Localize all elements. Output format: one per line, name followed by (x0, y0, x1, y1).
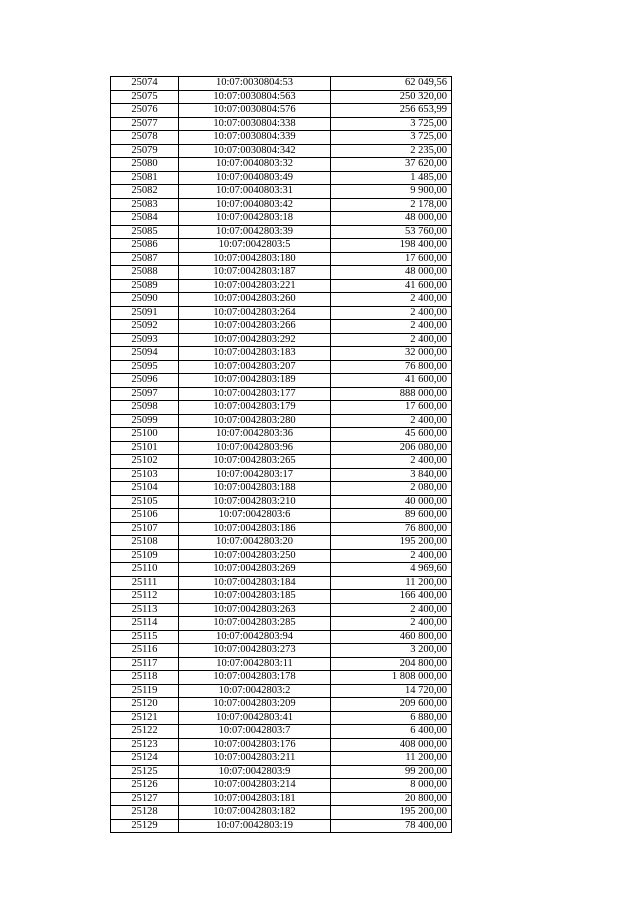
table-row (111, 279, 452, 293)
row-number-cell: 25113 (111, 603, 179, 617)
table-row (111, 819, 452, 833)
amount-cell: 3 840,00 (331, 468, 452, 482)
amount-cell: 20 800,00 (331, 792, 452, 806)
cadastral-number-cell: 10:07:0042803:182 (179, 806, 331, 820)
table-row (111, 738, 452, 752)
cadastral-number-cell: 10:07:0042803:41 (179, 711, 331, 725)
amount-cell: 6 880,00 (331, 711, 452, 725)
amount-cell: 2 400,00 (331, 306, 452, 320)
amount-cell: 198 400,00 (331, 239, 452, 253)
amount-cell: 204 800,00 (331, 657, 452, 671)
table-row (111, 144, 452, 158)
table-row (111, 333, 452, 347)
amount-cell: 2 400,00 (331, 549, 452, 563)
registry-table (110, 76, 452, 833)
cadastral-number-cell: 10:07:0042803:221 (179, 279, 331, 293)
table-row (111, 657, 452, 671)
table-row (111, 576, 452, 590)
table-row (111, 360, 452, 374)
row-number-cell: 25123 (111, 738, 179, 752)
cadastral-number-cell: 10:07:0042803:189 (179, 374, 331, 388)
table-row (111, 455, 452, 469)
table-row (111, 171, 452, 185)
row-number-cell: 25120 (111, 698, 179, 712)
cadastral-number-cell: 10:07:0042803:260 (179, 293, 331, 307)
amount-cell: 3 725,00 (331, 117, 452, 131)
table-row (111, 266, 452, 280)
row-number-cell: 25096 (111, 374, 179, 388)
table-row (111, 590, 452, 604)
amount-cell: 99 200,00 (331, 765, 452, 779)
table-row (111, 428, 452, 442)
row-number-cell: 25129 (111, 819, 179, 833)
row-number-cell: 25115 (111, 630, 179, 644)
row-number-cell: 25094 (111, 347, 179, 361)
cadastral-number-cell: 10:07:0042803:20 (179, 536, 331, 550)
row-number-cell: 25087 (111, 252, 179, 266)
table-row (111, 617, 452, 631)
table-row (111, 468, 452, 482)
cadastral-number-cell: 10:07:0040803:31 (179, 185, 331, 199)
row-number-cell: 25127 (111, 792, 179, 806)
cadastral-number-cell: 10:07:0042803:266 (179, 320, 331, 334)
table-row (111, 509, 452, 523)
table-row (111, 117, 452, 131)
row-number-cell: 25078 (111, 131, 179, 145)
amount-cell: 32 000,00 (331, 347, 452, 361)
row-number-cell: 25086 (111, 239, 179, 253)
amount-cell: 888 000,00 (331, 387, 452, 401)
amount-cell: 45 600,00 (331, 428, 452, 442)
table-row (111, 320, 452, 334)
row-number-cell: 25128 (111, 806, 179, 820)
amount-cell: 41 600,00 (331, 279, 452, 293)
cadastral-number-cell: 10:07:0042803:210 (179, 495, 331, 509)
table-row (111, 630, 452, 644)
row-number-cell: 25107 (111, 522, 179, 536)
cadastral-number-cell: 10:07:0040803:49 (179, 171, 331, 185)
table-row (111, 563, 452, 577)
row-number-cell: 25117 (111, 657, 179, 671)
cadastral-number-cell: 10:07:0042803:7 (179, 725, 331, 739)
amount-cell: 48 000,00 (331, 212, 452, 226)
cadastral-number-cell: 10:07:0042803:264 (179, 306, 331, 320)
amount-cell: 2 080,00 (331, 482, 452, 496)
cadastral-number-cell: 10:07:0042803:9 (179, 765, 331, 779)
table-row (111, 387, 452, 401)
cadastral-number-cell: 10:07:0030804:342 (179, 144, 331, 158)
amount-cell: 11 200,00 (331, 752, 452, 766)
cadastral-number-cell: 10:07:0042803:181 (179, 792, 331, 806)
row-number-cell: 25084 (111, 212, 179, 226)
table-row (111, 293, 452, 307)
table-row (111, 414, 452, 428)
cadastral-number-cell: 10:07:0042803:265 (179, 455, 331, 469)
amount-cell: 8 000,00 (331, 779, 452, 793)
row-number-cell: 25074 (111, 77, 179, 91)
cadastral-number-cell: 10:07:0042803:263 (179, 603, 331, 617)
amount-cell: 41 600,00 (331, 374, 452, 388)
amount-cell: 17 600,00 (331, 401, 452, 415)
table-row (111, 792, 452, 806)
table-row (111, 158, 452, 172)
row-number-cell: 25110 (111, 563, 179, 577)
table-row (111, 77, 452, 91)
amount-cell: 14 720,00 (331, 684, 452, 698)
amount-cell: 6 400,00 (331, 725, 452, 739)
cadastral-number-cell: 10:07:0042803:36 (179, 428, 331, 442)
table-row (111, 131, 452, 145)
cadastral-number-cell: 10:07:0042803:19 (179, 819, 331, 833)
table-row (111, 522, 452, 536)
table-row (111, 239, 452, 253)
table-row (111, 711, 452, 725)
amount-cell: 256 653,99 (331, 104, 452, 118)
row-number-cell: 25081 (111, 171, 179, 185)
amount-cell: 250 320,00 (331, 90, 452, 104)
row-number-cell: 25088 (111, 266, 179, 280)
amount-cell: 2 400,00 (331, 320, 452, 334)
row-number-cell: 25108 (111, 536, 179, 550)
table-row (111, 698, 452, 712)
row-number-cell: 25119 (111, 684, 179, 698)
registry-table-body (111, 77, 452, 833)
table-row (111, 185, 452, 199)
row-number-cell: 25095 (111, 360, 179, 374)
row-number-cell: 25118 (111, 671, 179, 685)
table-row (111, 549, 452, 563)
row-number-cell: 25124 (111, 752, 179, 766)
amount-cell: 166 400,00 (331, 590, 452, 604)
cadastral-number-cell: 10:07:0042803:18 (179, 212, 331, 226)
amount-cell: 78 400,00 (331, 819, 452, 833)
cadastral-number-cell: 10:07:0042803:17 (179, 468, 331, 482)
amount-cell: 206 080,00 (331, 441, 452, 455)
cadastral-number-cell: 10:07:0042803:187 (179, 266, 331, 280)
amount-cell: 2 400,00 (331, 455, 452, 469)
row-number-cell: 25082 (111, 185, 179, 199)
amount-cell: 40 000,00 (331, 495, 452, 509)
table-row (111, 90, 452, 104)
table-row (111, 104, 452, 118)
row-number-cell: 25122 (111, 725, 179, 739)
amount-cell: 76 800,00 (331, 522, 452, 536)
cadastral-number-cell: 10:07:0042803:250 (179, 549, 331, 563)
cadastral-number-cell: 10:07:0042803:179 (179, 401, 331, 415)
row-number-cell: 25098 (111, 401, 179, 415)
amount-cell: 4 969,60 (331, 563, 452, 577)
amount-cell: 2 400,00 (331, 603, 452, 617)
cadastral-number-cell: 10:07:0042803:96 (179, 441, 331, 455)
table-row (111, 752, 452, 766)
amount-cell: 11 200,00 (331, 576, 452, 590)
table-row (111, 212, 452, 226)
cadastral-number-cell: 10:07:0042803:185 (179, 590, 331, 604)
table-row (111, 198, 452, 212)
row-number-cell: 25083 (111, 198, 179, 212)
cadastral-number-cell: 10:07:0030804:53 (179, 77, 331, 91)
amount-cell: 1 808 000,00 (331, 671, 452, 685)
cadastral-number-cell: 10:07:0042803:211 (179, 752, 331, 766)
row-number-cell: 25092 (111, 320, 179, 334)
row-number-cell: 25106 (111, 509, 179, 523)
row-number-cell: 25075 (111, 90, 179, 104)
amount-cell: 48 000,00 (331, 266, 452, 280)
cadastral-number-cell: 10:07:0042803:183 (179, 347, 331, 361)
cadastral-number-cell: 10:07:0042803:273 (179, 644, 331, 658)
row-number-cell: 25097 (111, 387, 179, 401)
table-row (111, 225, 452, 239)
amount-cell: 17 600,00 (331, 252, 452, 266)
amount-cell: 209 600,00 (331, 698, 452, 712)
cadastral-number-cell: 10:07:0040803:42 (179, 198, 331, 212)
row-number-cell: 25085 (111, 225, 179, 239)
table-row (111, 441, 452, 455)
table-row (111, 482, 452, 496)
cadastral-number-cell: 10:07:0042803:11 (179, 657, 331, 671)
cadastral-number-cell: 10:07:0042803:5 (179, 239, 331, 253)
cadastral-number-cell: 10:07:0030804:563 (179, 90, 331, 104)
amount-cell: 2 400,00 (331, 414, 452, 428)
row-number-cell: 25080 (111, 158, 179, 172)
cadastral-number-cell: 10:07:0042803:188 (179, 482, 331, 496)
table-row (111, 306, 452, 320)
row-number-cell: 25112 (111, 590, 179, 604)
amount-cell: 2 400,00 (331, 293, 452, 307)
cadastral-number-cell: 10:07:0042803:176 (179, 738, 331, 752)
row-number-cell: 25099 (111, 414, 179, 428)
row-number-cell: 25101 (111, 441, 179, 455)
row-number-cell: 25091 (111, 306, 179, 320)
amount-cell: 195 200,00 (331, 536, 452, 550)
row-number-cell: 25114 (111, 617, 179, 631)
cadastral-number-cell: 10:07:0042803:280 (179, 414, 331, 428)
cadastral-number-cell: 10:07:0030804:576 (179, 104, 331, 118)
amount-cell: 2 178,00 (331, 198, 452, 212)
cadastral-number-cell: 10:07:0040803:32 (179, 158, 331, 172)
table-row (111, 765, 452, 779)
table-row (111, 603, 452, 617)
table-row (111, 495, 452, 509)
row-number-cell: 25076 (111, 104, 179, 118)
row-number-cell: 25100 (111, 428, 179, 442)
amount-cell: 89 600,00 (331, 509, 452, 523)
amount-cell: 2 235,00 (331, 144, 452, 158)
row-number-cell: 25077 (111, 117, 179, 131)
cadastral-number-cell: 10:07:0042803:207 (179, 360, 331, 374)
amount-cell: 195 200,00 (331, 806, 452, 820)
cadastral-number-cell: 10:07:0030804:339 (179, 131, 331, 145)
row-number-cell: 25116 (111, 644, 179, 658)
table-row (111, 671, 452, 685)
row-number-cell: 25109 (111, 549, 179, 563)
table-row (111, 536, 452, 550)
row-number-cell: 25090 (111, 293, 179, 307)
amount-cell: 460 800,00 (331, 630, 452, 644)
cadastral-number-cell: 10:07:0042803:180 (179, 252, 331, 266)
table-row (111, 644, 452, 658)
row-number-cell: 25079 (111, 144, 179, 158)
cadastral-number-cell: 10:07:0042803:269 (179, 563, 331, 577)
amount-cell: 2 400,00 (331, 617, 452, 631)
cadastral-number-cell: 10:07:0042803:184 (179, 576, 331, 590)
amount-cell: 408 000,00 (331, 738, 452, 752)
cadastral-number-cell: 10:07:0042803:285 (179, 617, 331, 631)
row-number-cell: 25104 (111, 482, 179, 496)
table-row (111, 806, 452, 820)
amount-cell: 9 900,00 (331, 185, 452, 199)
cadastral-number-cell: 10:07:0042803:186 (179, 522, 331, 536)
row-number-cell: 25125 (111, 765, 179, 779)
cadastral-number-cell: 10:07:0042803:209 (179, 698, 331, 712)
row-number-cell: 25103 (111, 468, 179, 482)
table-row (111, 252, 452, 266)
amount-cell: 2 400,00 (331, 333, 452, 347)
amount-cell: 3 725,00 (331, 131, 452, 145)
cadastral-number-cell: 10:07:0030804:338 (179, 117, 331, 131)
amount-cell: 76 800,00 (331, 360, 452, 374)
table-row (111, 374, 452, 388)
cadastral-number-cell: 10:07:0042803:2 (179, 684, 331, 698)
row-number-cell: 25126 (111, 779, 179, 793)
row-number-cell: 25089 (111, 279, 179, 293)
cadastral-number-cell: 10:07:0042803:177 (179, 387, 331, 401)
table-row (111, 347, 452, 361)
row-number-cell: 25102 (111, 455, 179, 469)
cadastral-number-cell: 10:07:0042803:39 (179, 225, 331, 239)
amount-cell: 37 620,00 (331, 158, 452, 172)
table-row (111, 779, 452, 793)
amount-cell: 3 200,00 (331, 644, 452, 658)
cadastral-number-cell: 10:07:0042803:214 (179, 779, 331, 793)
cadastral-number-cell: 10:07:0042803:94 (179, 630, 331, 644)
row-number-cell: 25121 (111, 711, 179, 725)
table-row (111, 684, 452, 698)
amount-cell: 53 760,00 (331, 225, 452, 239)
row-number-cell: 25093 (111, 333, 179, 347)
cadastral-number-cell: 10:07:0042803:292 (179, 333, 331, 347)
row-number-cell: 25111 (111, 576, 179, 590)
table-row (111, 401, 452, 415)
amount-cell: 1 485,00 (331, 171, 452, 185)
cadastral-number-cell: 10:07:0042803:6 (179, 509, 331, 523)
row-number-cell: 25105 (111, 495, 179, 509)
cadastral-number-cell: 10:07:0042803:178 (179, 671, 331, 685)
table-row (111, 725, 452, 739)
amount-cell: 62 049,56 (331, 77, 452, 91)
